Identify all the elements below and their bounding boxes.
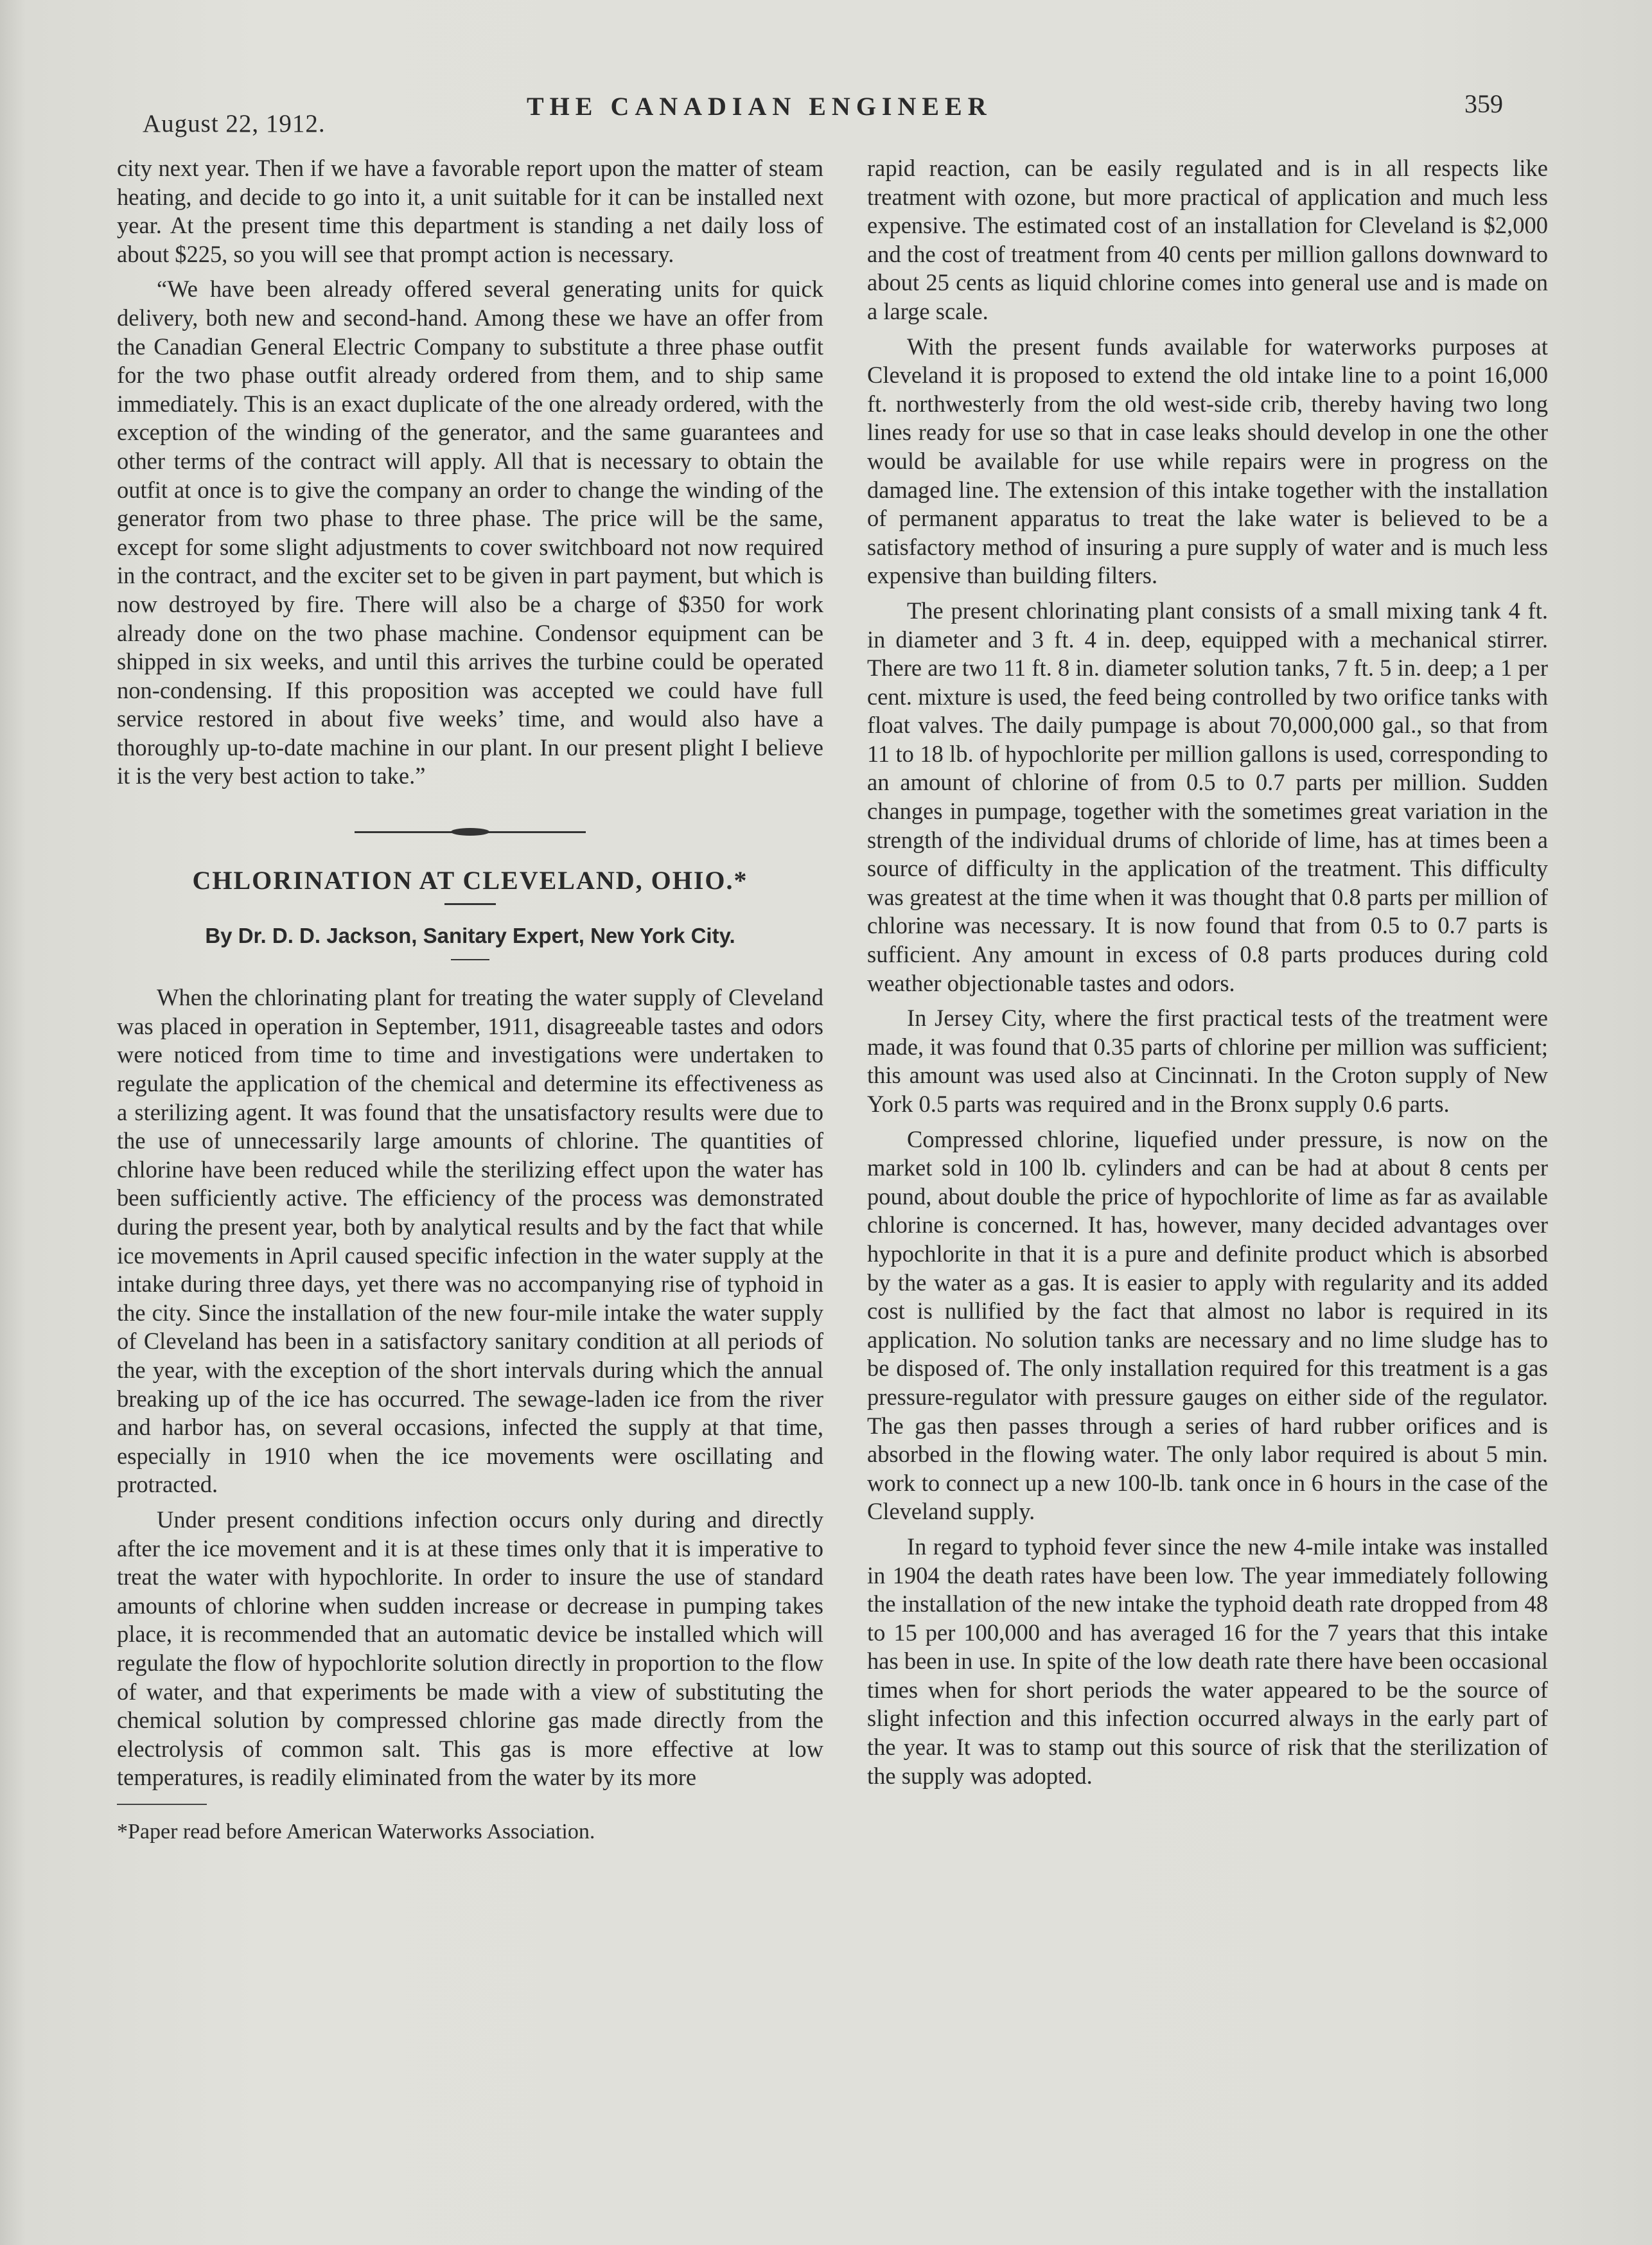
paragraph: In Jersey City, where the first practical tests of the treatment were made, it was found that 0.35 parts of chlorine per million was sufficient; this amount was used also at Cincinnati. In the Croton supply of New York 0.5 parts was required and in the Bronx supply 0.6 parts. xyxy=(867,1005,1548,1117)
paragraph: “We have been already offered several generating units for quick delivery, both new and second-hand. Among these we have an offer from the Canadian General Electric Company to substitute a three phase outfit for the two phase outfit already ordered from them, and to ship same immediately. This is an exact duplicate of the one already ordered, with the exception of the winding of the generator, and the same guarantees and other terms of the contract will apply. All that is necessary to obtain the outfit at once is to give the company an order to change the winding of the generator from two phase to three phase. The price will be the same, except for some slight adjustments to cover switchboard not now required in the contract, and the exciter set to be given in part payment, but which is now destroyed by fire. There will also be a charge of $350 for work already done on the two phase machine. Condensor equipment can be shipped in six weeks, and until this arrives the turbine could be operated non-condensing. If this proposition was accepted we could have full service restored in about five weeks’ time, and would also have a thoroughly up-to-date machine in our plant. In our present plight I believe it is the very best action to take.” xyxy=(117,276,823,789)
footnote: *Paper read before American Waterworks Association. xyxy=(117,1819,595,1844)
paragraph: In regard to typhoid fever since the new 4-mile intake was installed in 1904 the death rates have been low. The year immediately following the installation of the new intake the typhoid death rate dropped from 48 to 15 per 100,000 and has averaged 16 for the 7 years that this intake has been in use. In spite of the low death rate there have been occasional times when for short periods the water appeared to be the source of slight infection and this infection occurred always in the early part of the year. It was to stamp out this source of risk that the sterilization of the supply was adopted. xyxy=(867,1533,1548,1789)
paragraph: When the chlorinating plant for treating the water supply of Cleveland was placed in operation in September, 1911, disagreeable tastes and odors were noticed from time to time and investigations were undertaken to regulate the application of the chemical and determine its effectiveness as a sterilizing agent. It was found that the unsatisfactory results were due to the use of unnecessarily large amounts of chlorine. The quantities of chlorine have been reduced while the sterilizing effect upon the water has been sufficiently active. The efficiency of the process was demonstrated during the present year, both by analytical results and by the fact that while ice movements in April caused specific infection in the water supply at the intake during three days, yet there was no accompanying rise of typhoid in the city. Since the installation of the new four-mile intake the water supply of Cleveland has been in a satisfactory sanitary condition at all periods of the year, with the exception of the short intervals during which the annual breaking up of the ice has occurred. The sewage-laden ice from the river and harbor has, on several occasions, infected the supply at that time, especially in 1910 when the ice movements were oscillating and protracted. xyxy=(117,984,823,1498)
page-header xyxy=(0,77,1652,141)
page-number: 359 xyxy=(1464,89,1503,118)
paragraph: Under present conditions infection occurs only during and directly after the ice movement and it is at these times only that it is imperative to treat the water with hypochlorite. In order to insure the use of standard amounts of chlorine when sudden increase or decrease in pumping takes place, it is recommended that an automatic device be installed which will regulate the flow of hypochlorite solution directly in proportion to the flow of water, and that experiments be made with a view of substituting the chemical solution by compressed chlorine gas made directly from the electrolysis of common salt. This gas is more effective at low temperatures, is readily eliminated from the water by its more xyxy=(117,1506,823,1791)
issue-date: August 22, 1912. xyxy=(143,110,326,137)
paragraph: rapid reaction, can be easily regulated and is in all respects like treatment with ozone, but more practical of application and much less expensive. The estimated cost of an installation for Cleveland is $2,000 and the cost of treatment from 40 cents per million gallons downward to about 25 cents as liquid chlorine comes into general use and is made on a large scale. xyxy=(867,155,1548,324)
left-column xyxy=(117,154,823,1853)
paragraph: With the present funds available for waterworks purposes at Cleveland it is proposed to extend the old intake line to a point 16,000 ft. northwesterly from the old west-side crib, thereby having two long lines ready for use so that in case leaks should develop in one the other would be available for use while repairs were in progress on the damaged line. The extension of this intake together with the installation of permanent apparatus to treat the lake water is believed to be a satisfactory method of insuring a pure supply of water and is much less expensive than building filters. xyxy=(867,333,1548,589)
paragraph: Compressed chlorine, liquefied under pressure, is now on the market sold in 100 lb. cylinders and can be had at about 8 cents per pound, about double the price of hypochlorite of lime as far as available chlorine is concerned. It has, however, many decided advantages over hypochlorite in that it is a pure and definite product which is absorbed by the water as a gas. It is easier to apply with regularity and its added cost is nullified by the fact that almost no labor is required in its application. No solution tanks are necessary and no lime sludge has to be disposed of. The only installation required for this treatment is a gas pressure-regulator with pressure gauges on either side of the regulator. The gas then passes through a series of hard rubber orifices and is absorbed in the flowing water. The only labor required is about 5 min. work to connect up a new 100-lb. tank once in 6 hours in the case of the Cleveland supply. xyxy=(867,1125,1548,1525)
divider-ornament xyxy=(451,828,489,836)
section-divider xyxy=(355,828,586,836)
paragraph: The present chlorinating plant consists of a small mixing tank 4 ft. in diameter and 3 ft. 4 in. deep, equipped with a mechanical stirrer. There are two 11 ft. 8 in. diameter solution tanks, 7 ft. 5 in. deep; a 1 per cent. mixture is used, the feed being controlled by two orifice tanks with float valves. The daily pumpage is about 70,000,000 gal., so that from 11 to 18 lb. of hypochlorite per million gallons is used, corresponding to an amount of chlorine of from 0.5 to 0.7 parts per million. Sudden changes in pumpage, together with the sometimes great variation in the strength of the individual drums of chloride of lime, has at times been a source of difficulty in the application of the treatment. This difficulty was greatest at the time when it was thought that 0.8 parts per million of chlorine was necessary. It is now found that from 0.5 to 0.7 parts is sufficient. Any amount in excess of 0.8 parts produces during cold weather objectionable tastes and odors. xyxy=(867,597,1548,996)
paragraph: city next year. Then if we have a favorable report upon the matter of steam heating, and decide to go into it, a unit suitable for it can be installed next year. At the present time this department is standing a net daily loss of about $225, so you will see that prompt action is necessary. xyxy=(117,155,823,267)
author-byline: By Dr. D. D. Jackson, Sanitary Expert, New York City. xyxy=(205,923,735,947)
byline-rule xyxy=(451,959,489,960)
article-title: CHLORINATION AT CLEVELAND, OHIO.* xyxy=(192,866,748,895)
publication-title: THE CANADIAN ENGINEER xyxy=(527,92,992,121)
title-rule xyxy=(444,903,496,905)
footnote-rule xyxy=(117,1804,207,1805)
right-column xyxy=(867,154,1548,1797)
